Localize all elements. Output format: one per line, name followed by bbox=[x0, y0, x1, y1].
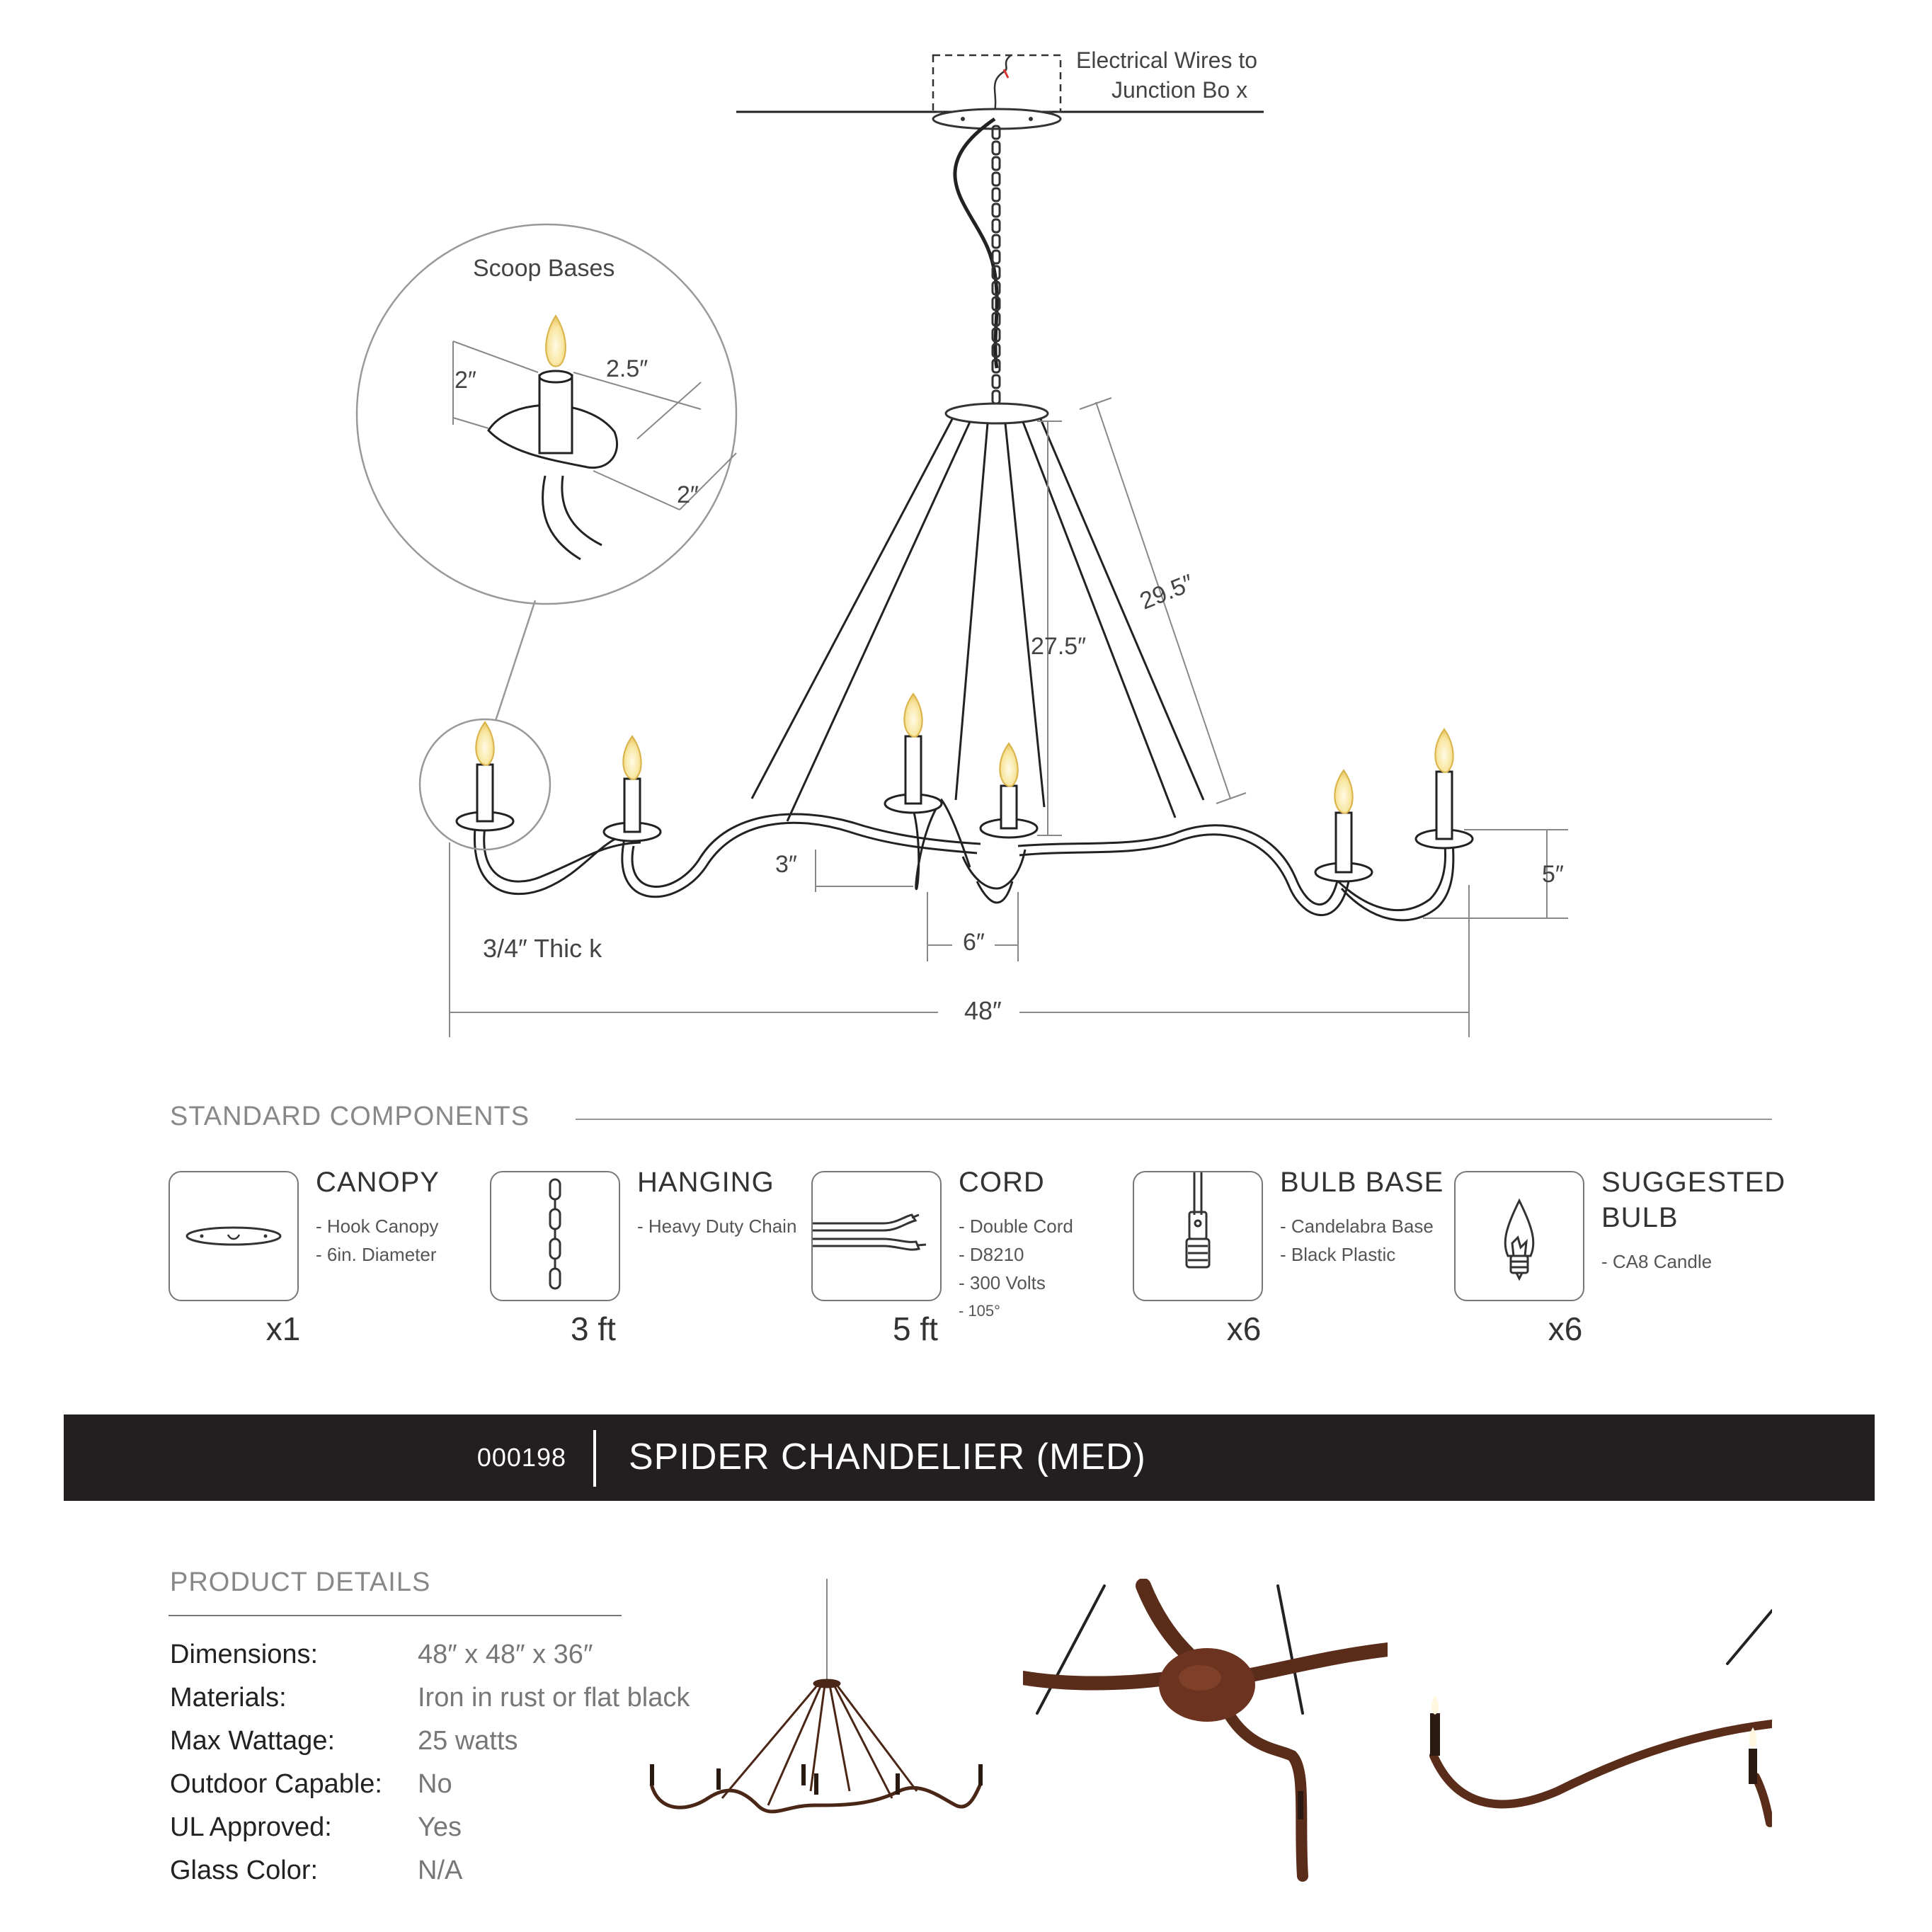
suggested-bulb-card bbox=[1454, 1171, 1584, 1301]
canopy-qty: x1 bbox=[265, 1310, 301, 1347]
glass-color-label: Glass Color: bbox=[170, 1856, 319, 1885]
flame-icon bbox=[1435, 729, 1453, 772]
candle-arm bbox=[1315, 770, 1372, 881]
cord-detail-2: - D8210 bbox=[959, 1244, 1024, 1265]
bulb-base-card bbox=[1133, 1171, 1263, 1301]
glass-color-value: N/A bbox=[418, 1856, 463, 1885]
components-title: STANDARD COMPONENTS bbox=[170, 1102, 530, 1131]
canopy-detail-2: - 6in. Diameter bbox=[316, 1244, 437, 1265]
top-hub bbox=[946, 404, 1048, 423]
scoop-title: Scoop Bases bbox=[473, 255, 615, 282]
product-details-rule bbox=[168, 1615, 622, 1616]
ul-label: UL Approved: bbox=[170, 1812, 332, 1842]
flame-icon bbox=[1000, 743, 1017, 787]
chain-link bbox=[993, 188, 1000, 201]
canopy-detail-1: - Hook Canopy bbox=[316, 1216, 439, 1237]
banner-divider bbox=[593, 1430, 596, 1487]
junction-label-2: Junction Bo x bbox=[1111, 77, 1248, 103]
chain-and-cord bbox=[955, 119, 1000, 404]
chain-link bbox=[993, 235, 1000, 248]
cup-5-label: 5″ bbox=[1542, 861, 1564, 888]
flame-icon bbox=[623, 736, 641, 779]
drop-3-label: 3″ bbox=[775, 851, 797, 878]
candle-arm bbox=[457, 722, 513, 830]
candle-arm bbox=[885, 694, 942, 813]
max-wattage-label: Max Wattage: bbox=[170, 1726, 336, 1756]
scoop-base-drawing bbox=[453, 316, 736, 559]
product-photo-hub-closeup bbox=[1023, 1579, 1388, 1890]
chain-link bbox=[993, 173, 1000, 185]
chain-link bbox=[993, 219, 1000, 232]
arm-length-label: 29.5″ bbox=[1136, 569, 1198, 615]
suggested-bulb-qty: x6 bbox=[1548, 1310, 1583, 1347]
candle-arm bbox=[604, 736, 661, 841]
product-code: 000198 bbox=[476, 1443, 566, 1472]
bulb-base-name: BULB BASE bbox=[1280, 1167, 1444, 1198]
hanging-detail-1: - Heavy Duty Chain bbox=[637, 1216, 797, 1237]
canopy-card bbox=[168, 1171, 299, 1301]
chain-link bbox=[993, 391, 1000, 404]
width-6-label: 6″ bbox=[963, 929, 985, 956]
chain-link bbox=[993, 375, 1000, 388]
flame-icon bbox=[1334, 770, 1352, 813]
bulb-base-detail-2: - Black Plastic bbox=[1280, 1244, 1396, 1265]
cord-detail-1: - Double Cord bbox=[959, 1216, 1073, 1237]
title-banner bbox=[64, 1414, 1875, 1501]
chain-icon bbox=[491, 1172, 619, 1300]
body-height-label: 27.5″ bbox=[1031, 633, 1087, 660]
junction-label-1: Electrical Wires to bbox=[1076, 47, 1258, 73]
hanging-qty: 3 ft bbox=[571, 1310, 616, 1347]
cord-qty: 5 ft bbox=[893, 1310, 938, 1347]
socket-icon bbox=[1134, 1172, 1262, 1300]
hanging-name: HANGING bbox=[637, 1167, 774, 1198]
product-photo-full bbox=[644, 1579, 998, 1834]
cord-card bbox=[811, 1171, 942, 1301]
hanging-card bbox=[490, 1171, 620, 1301]
candle-arm bbox=[981, 743, 1037, 838]
wavy-arms bbox=[474, 793, 1453, 920]
max-wattage-value: 25 watts bbox=[418, 1726, 518, 1756]
dimension-lines bbox=[450, 398, 1568, 1037]
cord-detail-4: - 105° bbox=[959, 1302, 1000, 1320]
product-photo-arm-closeup bbox=[1416, 1579, 1772, 1890]
bulb-base-detail-1: - Candelabra Base bbox=[1280, 1216, 1434, 1237]
thickness-label: 3/4″ Thic k bbox=[483, 934, 602, 963]
suggested-bulb-name-2: BULB bbox=[1601, 1202, 1679, 1233]
flame-icon bbox=[476, 722, 493, 765]
suggested-bulb-detail-1: - CA8 Candle bbox=[1601, 1251, 1713, 1272]
overall-width-label: 48″ bbox=[964, 996, 1002, 1025]
materials-label: Materials: bbox=[170, 1683, 287, 1713]
chain-link bbox=[993, 251, 1000, 263]
outdoor-value: No bbox=[418, 1769, 452, 1799]
canopy-name: CANOPY bbox=[316, 1167, 440, 1198]
suggested-bulb-name: SUGGESTED bbox=[1601, 1167, 1786, 1198]
scoop-depth-label: 2″ bbox=[677, 481, 699, 508]
bulb-icon bbox=[1456, 1172, 1583, 1300]
chain-link bbox=[993, 157, 1000, 170]
materials-value: Iron in rust or flat black bbox=[418, 1683, 690, 1713]
components-rule bbox=[576, 1119, 1772, 1120]
chain-link bbox=[993, 204, 1000, 217]
ul-value: Yes bbox=[418, 1812, 462, 1842]
support-rods bbox=[752, 419, 1204, 821]
outdoor-label: Outdoor Capable: bbox=[170, 1769, 382, 1799]
product-title: SPIDER CHANDELIER (MED) bbox=[629, 1436, 1146, 1477]
scoop-height-label: 2″ bbox=[455, 367, 476, 394]
flame-icon bbox=[904, 694, 922, 737]
bulb-base-qty: x6 bbox=[1226, 1310, 1262, 1347]
cord-name: CORD bbox=[959, 1167, 1045, 1198]
chain-link bbox=[993, 142, 1000, 154]
cord-detail-3: - 300 Volts bbox=[959, 1272, 1046, 1293]
scoop-width-label: 2.5″ bbox=[606, 355, 648, 382]
dimensions-value: 48″ x 48″ x 36″ bbox=[418, 1640, 593, 1669]
product-details-title: PRODUCT DETAILS bbox=[170, 1567, 431, 1597]
cord-icon bbox=[813, 1172, 940, 1300]
dimensions-label: Dimensions: bbox=[170, 1640, 319, 1669]
canopy-icon bbox=[170, 1172, 297, 1300]
